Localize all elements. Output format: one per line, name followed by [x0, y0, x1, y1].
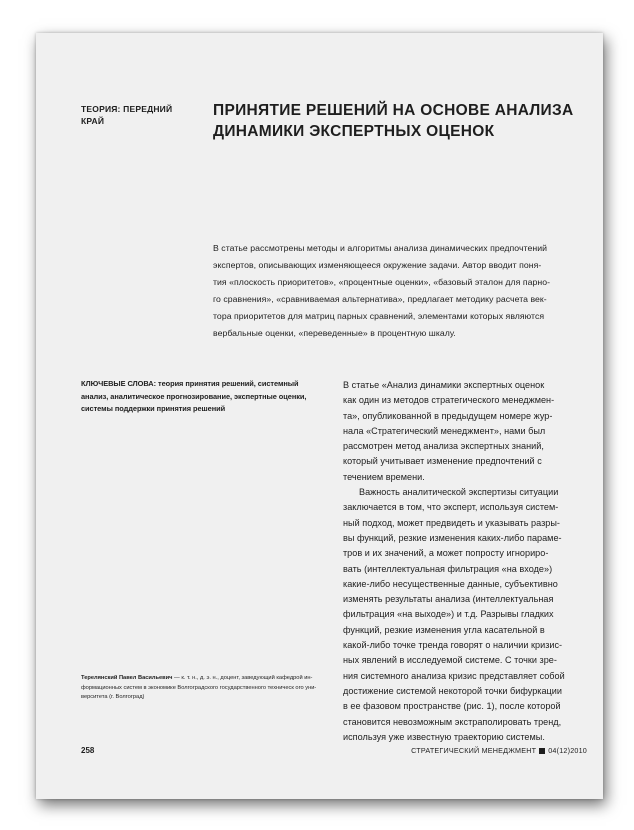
journal-name: СТРАТЕГИЧЕСКИЙ МЕНЕДЖМЕНТ [411, 746, 537, 755]
body-line: Важность аналитической экспертизы ситуации [359, 487, 559, 498]
body-paragraph [343, 485, 591, 745]
keywords-line: анализ, аналитическое прогнозирование, экспертные оценки, [81, 391, 307, 401]
body-line: ных явлений в исследуемой системе. С точки зре- [343, 655, 557, 666]
keywords-line: системы поддержки принятия решений [81, 404, 226, 413]
body-line: нала «Стратегический менеджмент», нами был [343, 425, 546, 436]
author-name: Терелянский Павел Васильевич [81, 675, 173, 681]
abstract-line: экспертов, описывающих изменяющееся окружение задачи. Автор вводит поня- [213, 260, 542, 271]
body-line: заключается в том, что эксперт, используя систем- [343, 502, 559, 513]
body-paragraph [343, 378, 591, 485]
body-line: становится невозможным экстраполировать тренд, [343, 716, 562, 727]
abstract [213, 240, 593, 343]
issue-number: 04(12)2010 [548, 746, 587, 755]
author-info [81, 674, 336, 703]
body-line: вать (интеллектуальная фильтрация «на входе») [343, 563, 553, 574]
keywords-line: КЛЮЧЕВЫЕ СЛОВА: теория принятия решений, системный [81, 379, 299, 388]
article-title [213, 100, 593, 142]
body-line: та», опубликованной в предыдущем номере жур- [343, 410, 553, 421]
body-line: течением времени. [343, 471, 425, 482]
body-line: ный подход, может предвидеть и указывать разры- [343, 517, 560, 528]
article-title-line: ДИНАМИКИ ЭКСПЕРТНЫХ ОЦЕНОК [213, 123, 495, 140]
body-line: рассмотрен метод анализа экспертных знаний, [343, 441, 544, 452]
abstract-line: тора приоритетов для матриц парных сравнений, элементами которых являются [213, 311, 545, 322]
body-line: тров и их значений, а может попросту игнориро- [343, 548, 549, 559]
body-line: какой-либо точке тренда говорят о наличии кризис- [343, 640, 563, 651]
author-line: формационных систем в экономике Волгоградского государственного техническ ого уни- [81, 684, 317, 691]
article-title-line: ПРИНЯТИЕ РЕШЕНИЙ НА ОСНОВЕ АНАЛИЗА [213, 102, 574, 119]
abstract-line: го сравнения», «сравниваемая альтернатива», предлагает методику расчета век- [213, 294, 547, 305]
body-line: ния системного анализа кризис представляет собой [343, 670, 565, 681]
body-column [343, 378, 591, 745]
square-separator-icon [539, 748, 545, 754]
abstract-line: В статье рассмотрены методы и алгоритмы анализа динамических предпочтений [213, 243, 548, 253]
body-line: который учитывает изменение предпочтений с [343, 456, 542, 467]
section-label [81, 103, 201, 127]
body-line: в ее фазовом пространстве (рис. 1), после которой [343, 701, 561, 712]
body-line: вы функций, резкие изменения каких-либо параме- [343, 532, 562, 543]
section-label-line: ТЕОРИЯ: ПЕРЕДНИЙ [81, 104, 173, 114]
page-number: 258 [81, 746, 95, 755]
body-line: используя уже известную траекторию системы. [343, 731, 545, 742]
body-line: как один из методов стратегического менеджмен- [343, 395, 555, 406]
section-label-line: КРАЙ [81, 116, 105, 126]
abstract-line: вербальные оценки, «переведенные» в процентную шкалу. [213, 328, 456, 339]
keywords [81, 378, 331, 416]
body-line: какие-либо несущественные данные, субъективно [343, 578, 558, 589]
author-affiliation: — к. т. н., д. э. н., доцент, заведующий кафедрой ин- [172, 675, 313, 681]
body-line: функций, резкие изменения угла касательной в [343, 624, 545, 635]
author-line [81, 674, 336, 684]
running-footer [411, 746, 587, 755]
body-line: достижение системой некоторой точки бифуркации [343, 685, 562, 696]
body-line: В статье «Анализ динамики экспертных оценок [343, 380, 545, 390]
journal-page [36, 33, 603, 799]
body-line: фильтрация «на выходе») и т.д. Разрывы гладких [343, 609, 554, 620]
abstract-line: тия «плоскость приоритетов», «процентные оценки», «базовый эталон для парно- [213, 277, 551, 288]
author-line: верситета (г. Волгоград) [81, 694, 145, 701]
body-line: изменять результаты анализа (интеллектуальная [343, 594, 554, 605]
